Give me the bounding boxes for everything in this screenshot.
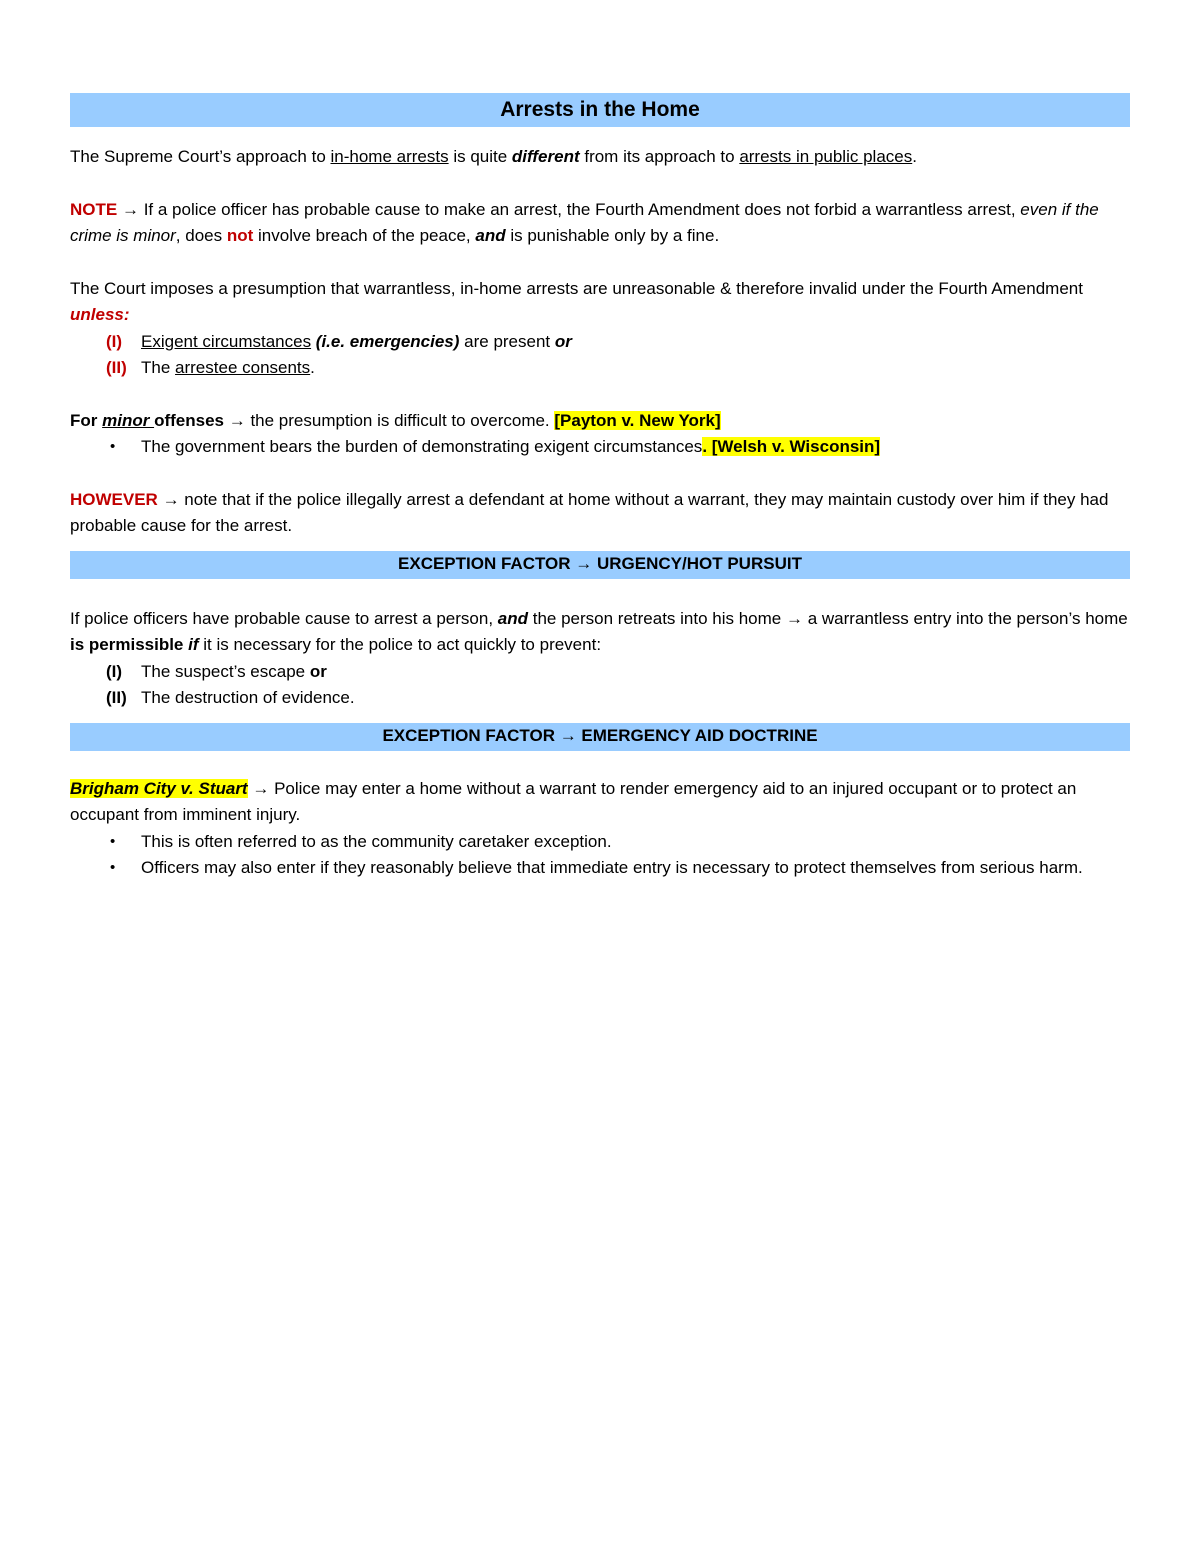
arrow-icon: → — [785, 608, 803, 628]
emergency-aid-paragraph — [70, 776, 1130, 829]
bullet-icon: • — [110, 859, 116, 876]
bullet-icon: • — [110, 438, 116, 455]
urgency-text-3: a warrantless entry into the person’s home — [802, 608, 1128, 628]
note-and: and — [475, 226, 506, 245]
presumption-text: The Court imposes a presumption that warrantless, in-home arrests are unreasonable & therefore invalid under the Fourth Amendment — [70, 278, 1083, 298]
urgency-text-2: the person retreats into his home — [528, 608, 786, 628]
list-item-underline: Exigent circumstances — [141, 331, 312, 351]
minor-bullet-list — [70, 434, 1130, 461]
list-item — [70, 434, 1130, 461]
list-marker: (I) — [106, 331, 123, 351]
presumption-list — [70, 329, 1130, 382]
note-label: NOTE — [70, 199, 118, 219]
list-item-text: are present — [459, 331, 555, 351]
minor-bold-2: offenses — [154, 410, 224, 430]
emergency-aid-bullet-list — [70, 829, 1130, 882]
list-marker: (II) — [106, 688, 127, 707]
list-item-or: or — [554, 331, 572, 351]
list-item — [70, 685, 1130, 712]
note-text-4: is punishable only by a fine. — [505, 226, 720, 245]
list-marker: (I) — [106, 661, 123, 681]
list-marker: (II) — [106, 358, 127, 377]
arrow-icon: → — [228, 410, 246, 430]
note-text-1: If a police officer has probable cause to make an arrest, the Fourth Amendment does not forbid a warrantless arrest, — [138, 199, 1021, 219]
bullet-text: This is often referred to as the community caretaker exception. — [141, 831, 612, 851]
page-title — [70, 93, 1130, 127]
note-paragraph — [70, 197, 1130, 250]
presumption-paragraph — [70, 276, 1130, 329]
urgency-if: if — [188, 635, 199, 654]
however-text: note that if the police illegally arrest a defendant at home without a warrant, they may maintain custody over him if they had probable cause for the arrest. — [70, 489, 1109, 535]
however-label: HOWEVER — [70, 489, 158, 509]
note-not: not — [226, 226, 254, 245]
bullet-icon: • — [110, 832, 116, 850]
arrow-icon: → — [121, 199, 139, 219]
list-item — [70, 659, 1130, 686]
case-citation: . [Welsh v. Wisconsin] — [702, 437, 881, 456]
case-citation: [Payton v. New York] — [554, 410, 721, 430]
urgency-paragraph — [70, 606, 1130, 659]
page-title-text: Arrests in the Home — [500, 97, 700, 121]
minor-bold-1: For — [70, 410, 103, 430]
note-text-2: , does — [175, 226, 227, 245]
note-text-3: involve breach of the peace, — [253, 226, 476, 245]
urgency-and: and — [497, 608, 528, 628]
list-item-text: . — [310, 358, 315, 377]
document-body — [70, 93, 1130, 882]
bullet-text: Officers may also enter if they reasonably believe that immediate entry is necessary to protect themselves from serious harm. — [141, 858, 1083, 877]
intro-emphasis: different — [511, 147, 580, 166]
list-item — [70, 329, 1130, 356]
intro-text-1: The Supreme Court’s approach to — [70, 147, 331, 166]
minor-italic: minor — [102, 410, 155, 430]
intro-paragraph — [70, 144, 1130, 171]
list-item-emphasis: (i.e. emergencies) — [311, 331, 460, 351]
emergency-aid-text: Police may enter a home without a warrant to render emergency aid to an injured occupant or to protect an occupant from imminent injury. — [70, 778, 1077, 824]
list-item-text: The destruction of evidence. — [141, 688, 355, 707]
intro-underline-1: in-home arrests — [330, 147, 449, 166]
list-item-or: or — [309, 661, 327, 681]
presumption-unless: unless: — [70, 305, 130, 324]
section-heading-emergency-aid — [70, 723, 1130, 751]
minor-offenses-paragraph — [70, 408, 1130, 435]
list-item — [70, 355, 1130, 382]
section-heading-text: EXCEPTION FACTOR → URGENCY/HOT PURSUIT — [398, 554, 802, 574]
list-item — [70, 855, 1130, 882]
arrow-icon: → — [252, 778, 270, 798]
list-item — [70, 829, 1130, 856]
however-paragraph — [70, 487, 1130, 540]
urgency-text-4: it is necessary for the police to act quickly to prevent: — [198, 635, 602, 654]
intro-text-2: is quite — [448, 147, 512, 166]
arrow-icon: → — [162, 489, 180, 509]
note-italic: even if the crime is minor — [70, 199, 1099, 245]
urgency-list — [70, 659, 1130, 712]
intro-text-3: from its approach to — [579, 147, 740, 166]
intro-underline-2: arrests in public places — [739, 147, 913, 166]
urgency-bold: is permissible — [70, 635, 189, 654]
urgency-text-1: If police officers have probable cause to arrest a person, — [70, 608, 498, 628]
list-item-pre: The — [141, 358, 176, 377]
bullet-text: The government bears the burden of demonstrating exigent circumstances — [141, 437, 703, 456]
list-item-text: The suspect’s escape — [141, 661, 310, 681]
case-citation: Brigham City v. Stuart — [70, 778, 248, 798]
section-heading-urgency — [70, 551, 1130, 579]
intro-text-4: . — [912, 147, 917, 166]
minor-text: the presumption is difficult to overcome. — [245, 410, 555, 430]
section-heading-text: EXCEPTION FACTOR → EMERGENCY AID DOCTRINE — [382, 726, 818, 746]
list-item-underline: arrestee consents — [175, 358, 311, 377]
